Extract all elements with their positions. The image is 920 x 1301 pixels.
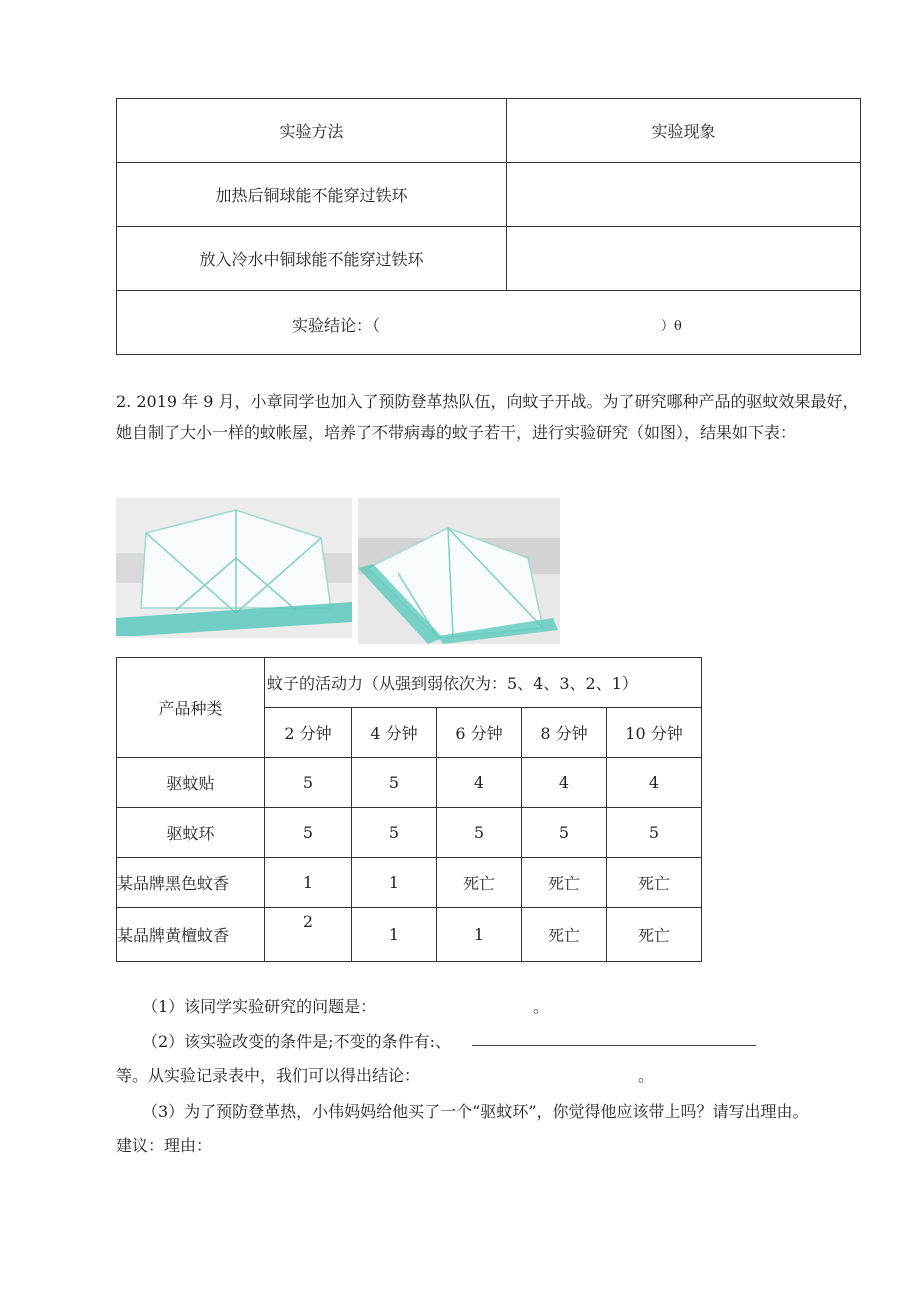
header-time-10: 10 分钟 <box>607 708 702 758</box>
activity-value: 1 <box>352 858 437 908</box>
header-phenomenon: 实验现象 <box>507 99 861 163</box>
header-time-2: 2 分钟 <box>265 708 352 758</box>
header-time-6: 6 分钟 <box>437 708 522 758</box>
question-1-end: 。 <box>533 997 550 1016</box>
activity-value: 5 <box>352 808 437 858</box>
table-row <box>117 908 702 962</box>
product-name: 某品牌黑色蚊香 <box>117 858 265 908</box>
activity-value: 1 <box>352 908 437 962</box>
activity-value: 死亡 <box>607 908 702 962</box>
activity-value: 4 <box>522 758 607 808</box>
mosquito-net-photo-2 <box>358 498 560 644</box>
activity-value: 死亡 <box>437 858 522 908</box>
product-name: 某品牌黄檀蚊香 <box>117 908 265 962</box>
header-time-8: 8 分钟 <box>522 708 607 758</box>
activity-value: 1 <box>437 908 522 962</box>
question-3: （3）为了预防登革热，小伟妈妈给他买了一个“驱蚊环”，你觉得他应该带上吗？请写出理由。 <box>142 1102 809 1121</box>
table-row <box>117 858 702 908</box>
question-2-intro: 2. 2019 年 9 月，小章同学也加入了预防登革热队伍，向蚊子开战。为了研究哪种产品的驱蚊效果最好，她自制了大小一样的蚊帐屋，培养了不带病毒的蚊子若干，进行实验研究（如图），结果如下表： <box>116 392 859 442</box>
conclusion-label: 实验结论：（ <box>292 316 381 335</box>
product-name: 驱蚊贴 <box>117 758 265 808</box>
activity-value: 1 <box>265 858 352 908</box>
activity-value: 5 <box>265 758 352 808</box>
question-3-answer-label: 建议：理由： <box>116 1136 213 1155</box>
activity-value: 5 <box>522 808 607 858</box>
mosquito-net-photo-1 <box>116 498 352 638</box>
table-row <box>117 808 702 858</box>
activity-value: 5 <box>607 808 702 858</box>
header-product: 产品种类 <box>117 658 265 758</box>
question-2-continued: 等。从实验记录表中，我们可以得出结论： <box>116 1066 421 1085</box>
question-2: （2）该实验改变的条件是;不变的条件有:、 <box>142 1032 451 1051</box>
header-time-4: 4 分钟 <box>352 708 437 758</box>
header-method: 实验方法 <box>117 99 507 163</box>
activity-value: 5 <box>352 758 437 808</box>
row2-method: 放入冷水中铜球能不能穿过铁环 <box>117 227 507 291</box>
activity-value: 5 <box>265 808 352 858</box>
activity-value: 4 <box>437 758 522 808</box>
header-activity: 蚊子的活动力（从强到弱依次为：5、4、3、2、1） <box>265 658 702 708</box>
activity-value: 死亡 <box>607 858 702 908</box>
activity-value: 2 <box>265 908 352 962</box>
activity-value: 死亡 <box>522 858 607 908</box>
row1-method: 加热后铜球能不能穿过铁环 <box>117 163 507 227</box>
conclusion-row <box>117 291 861 355</box>
conclusion-end: ）θ <box>661 319 682 334</box>
question-1: （1）该同学实验研究的问题是： <box>142 997 377 1016</box>
row2-phenomenon-blank[interactable] <box>507 227 861 291</box>
question-2-end: 。 <box>638 1066 655 1085</box>
experiment-table <box>116 98 861 355</box>
activity-value: 4 <box>607 758 702 808</box>
activity-value: 死亡 <box>522 908 607 962</box>
product-name: 驱蚊环 <box>117 808 265 858</box>
row1-phenomenon-blank[interactable] <box>507 163 861 227</box>
results-table <box>116 657 702 962</box>
answer-blank-line[interactable] <box>472 1045 756 1046</box>
activity-value: 5 <box>437 808 522 858</box>
table-row <box>117 758 702 808</box>
